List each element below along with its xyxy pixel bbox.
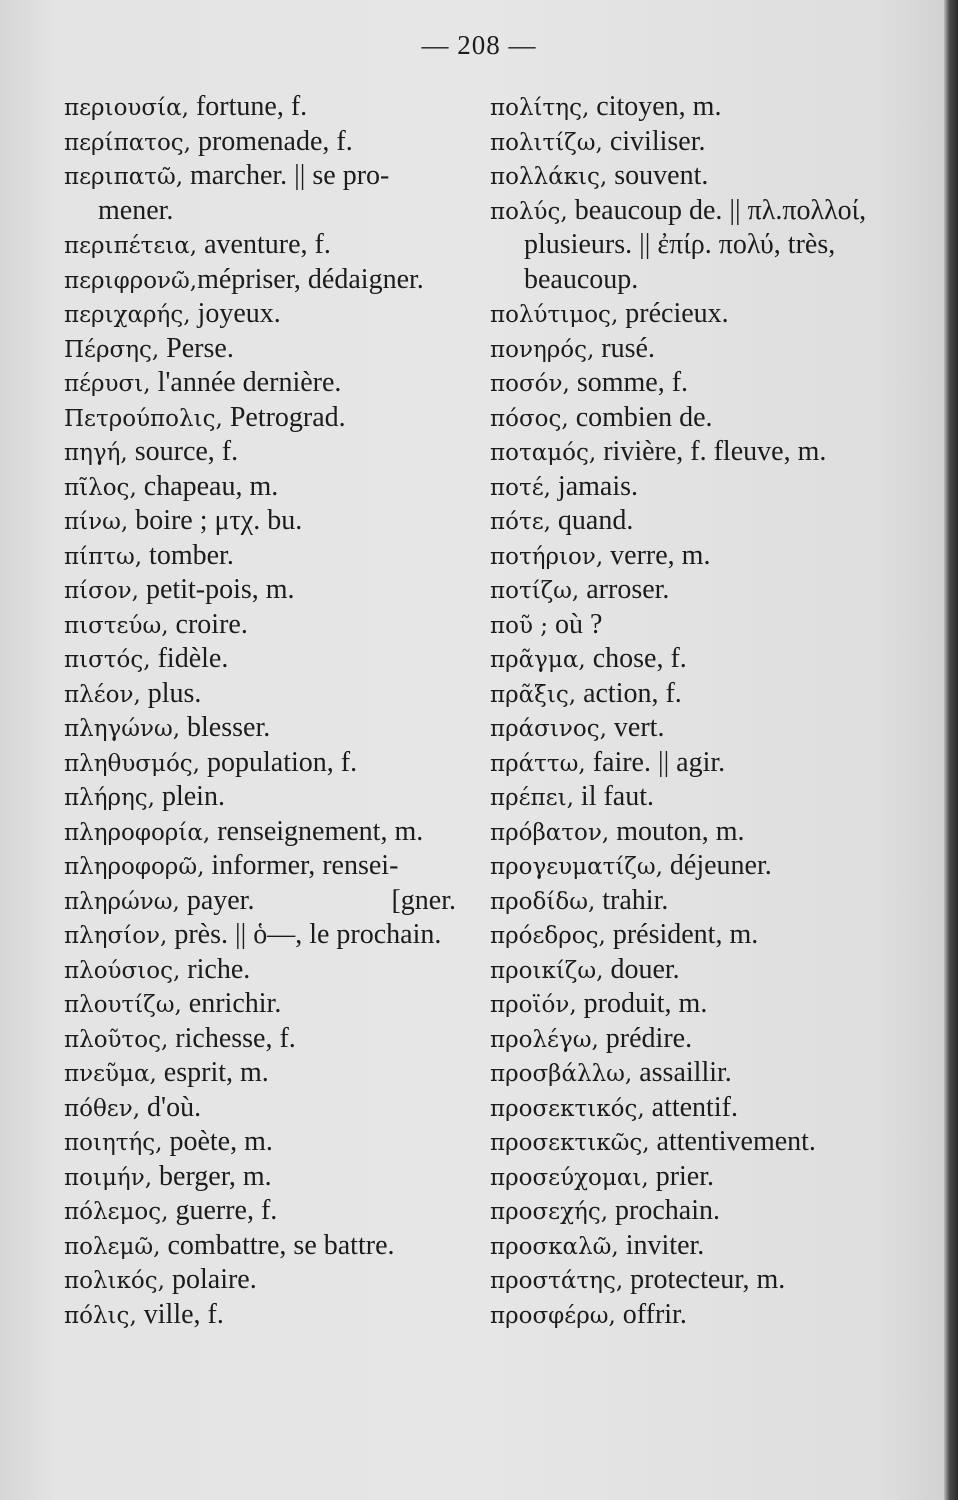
dictionary-entry xyxy=(64,1160,456,1195)
greek-headword: πλοῦτος, xyxy=(64,1026,169,1053)
dictionary-entry xyxy=(64,1194,456,1229)
french-gloss: citoyen, m. xyxy=(589,91,722,122)
dictionary-entry xyxy=(64,849,456,884)
french-gloss: tomber. xyxy=(142,539,234,571)
french-gloss: déjeuner. xyxy=(662,850,772,881)
french-gloss: source, f. xyxy=(127,436,239,467)
french-gloss: rusé. xyxy=(594,332,655,364)
greek-headword: προδίδω, xyxy=(490,888,596,915)
french-gloss: mouton, m. xyxy=(609,815,745,847)
dictionary-entry xyxy=(64,263,456,298)
greek-headword: πρέπει, xyxy=(490,785,574,811)
greek-headword: πονηρός, xyxy=(490,336,595,363)
greek-headword: πολίτης, xyxy=(490,95,590,121)
greek-headword: πρόβατον, xyxy=(490,819,610,846)
page-edge-shadow xyxy=(944,0,958,1500)
french-gloss: guerre, f. xyxy=(168,1195,278,1226)
greek-headword: πολεμῶ, xyxy=(64,1233,161,1260)
dictionary-entry xyxy=(64,573,456,608)
french-gloss: joyeux. xyxy=(190,298,281,329)
french-gloss: offrir. xyxy=(615,1298,687,1330)
french-gloss: promenade, f. xyxy=(190,125,353,157)
french-gloss: ville, f. xyxy=(136,1298,224,1330)
french-gloss: fidèle. xyxy=(150,643,229,674)
greek-headword: πότε, xyxy=(490,509,551,535)
greek-headword: πίσον, xyxy=(64,578,139,604)
dictionary-entry xyxy=(490,1022,900,1057)
greek-headword: πιστεύω, xyxy=(64,612,169,639)
dictionary-entry xyxy=(490,159,900,194)
dictionary-entry xyxy=(490,918,900,953)
greek-headword: πολύτιμος, xyxy=(490,302,619,328)
dictionary-entry xyxy=(64,125,456,160)
greek-headword: πληροφορία, xyxy=(64,819,211,846)
dictionary-entry xyxy=(490,297,900,332)
dictionary-entry xyxy=(490,263,900,298)
french-gloss: esprit, m. xyxy=(156,1057,269,1088)
dictionary-entry xyxy=(64,90,456,125)
dictionary-entry xyxy=(490,366,900,401)
greek-headword: πολιτίζω, xyxy=(490,129,603,156)
hyphenation-continuation: [gner. xyxy=(391,884,456,916)
french-gloss: près. || ὁ—, le prochain. xyxy=(167,919,442,950)
greek-headword: πίνω, xyxy=(64,509,129,535)
french-gloss: payer. xyxy=(179,884,255,916)
dictionary-entry xyxy=(64,159,456,194)
dictionary-entry xyxy=(490,401,900,436)
dictionary-entry xyxy=(64,642,456,677)
dictionary-entry xyxy=(64,470,456,505)
greek-headword: περιουσία, xyxy=(64,95,189,121)
french-gloss: verre, m. xyxy=(603,539,711,571)
french-gloss: vert. xyxy=(606,712,665,743)
french-gloss: faire. || agir. xyxy=(585,746,726,778)
dictionary-entry xyxy=(490,228,900,263)
french-gloss: plein. xyxy=(154,781,225,812)
dictionary-entry xyxy=(490,1263,900,1298)
dictionary-entry xyxy=(64,815,456,850)
dictionary-entry xyxy=(490,1229,900,1264)
french-gloss: attentivement. xyxy=(649,1126,816,1157)
french-gloss: souvent. xyxy=(607,160,709,191)
page-number: — 208 — xyxy=(421,30,537,60)
dictionary-entry xyxy=(490,1056,900,1091)
greek-headword: ποτίζω, xyxy=(490,578,580,604)
dictionary-entry xyxy=(490,1160,900,1195)
french-gloss: douer. xyxy=(603,953,680,985)
french-gloss: blesser. xyxy=(180,712,271,743)
french-gloss: plusieurs. || ἐπίρ. πολύ, très, xyxy=(524,229,836,260)
dictionary-entry xyxy=(490,1091,900,1126)
dictionary-entry xyxy=(64,780,456,815)
greek-headword: πληθυσμός, xyxy=(64,750,200,777)
french-gloss: polaire. xyxy=(164,1264,257,1295)
french-gloss: informer, rensei- xyxy=(204,850,399,881)
greek-headword: προσεύχομαι, xyxy=(490,1164,649,1191)
dictionary-entry xyxy=(64,1298,456,1333)
french-gloss: poète, m. xyxy=(162,1126,273,1157)
french-gloss: l'année dernière. xyxy=(150,367,342,398)
dictionary-entry xyxy=(64,332,456,367)
french-gloss: chose, f. xyxy=(585,643,687,674)
french-gloss: fortune, f. xyxy=(188,91,308,122)
greek-headword: προσεχής, xyxy=(490,1199,609,1225)
greek-headword: πρόεδρος, xyxy=(490,923,606,949)
french-gloss: riche. xyxy=(180,953,251,985)
french-gloss: petit-pois, m. xyxy=(138,574,295,605)
greek-headword: περιφρονῶ, xyxy=(64,267,198,294)
dictionary-entry xyxy=(490,642,900,677)
dictionary-entry xyxy=(64,539,456,574)
dictionary-entry xyxy=(490,332,900,367)
french-gloss: rivière, f. fleuve, m. xyxy=(596,436,827,467)
french-gloss: berger, m. xyxy=(152,1160,272,1192)
french-gloss: beaucoup de. || πλ.πολλοί, xyxy=(567,194,867,226)
greek-headword: προσεκτικός, xyxy=(490,1095,645,1122)
french-gloss: chapeau, m. xyxy=(136,470,279,502)
french-gloss: plus. xyxy=(140,677,202,709)
dictionary-entry xyxy=(490,194,900,229)
french-gloss: inviter. xyxy=(618,1229,705,1261)
greek-headword: πόσος, xyxy=(490,405,569,432)
dictionary-entry xyxy=(64,608,456,643)
dictionary-entry xyxy=(64,1125,456,1160)
french-gloss: trahir. xyxy=(595,884,669,916)
greek-headword: πλήρης, xyxy=(64,785,155,811)
greek-headword: πληγώνω, xyxy=(64,716,181,742)
french-gloss: population, f. xyxy=(200,746,358,778)
greek-headword: προικίζω, xyxy=(490,957,604,984)
french-gloss: renseignement, m. xyxy=(210,815,424,847)
greek-headword: πνεῦμα, xyxy=(64,1061,157,1087)
left-column xyxy=(64,90,456,1332)
dictionary-entry xyxy=(490,884,900,919)
greek-headword: πλέον, xyxy=(64,681,141,708)
french-gloss: mépriser, dédaigner. xyxy=(197,263,424,295)
greek-headword: πολλάκις, xyxy=(490,164,608,190)
greek-headword: προστάτης, xyxy=(490,1268,624,1294)
dictionary-entry xyxy=(64,366,456,401)
dictionary-entry xyxy=(64,1263,456,1298)
french-gloss: prochain. xyxy=(608,1195,720,1226)
dictionary-entry xyxy=(64,677,456,712)
greek-headword: ποταμός, xyxy=(490,440,597,466)
greek-headword: προγευματίζω, xyxy=(490,854,663,880)
greek-headword: προσβάλλω, xyxy=(490,1061,633,1087)
dictionary-entry xyxy=(490,1125,900,1160)
french-gloss: boire ; μτχ. bu. xyxy=(128,505,303,536)
dictionary-entry xyxy=(490,953,900,988)
dictionary-entry xyxy=(64,194,456,229)
dictionary-entry xyxy=(64,1091,456,1126)
dictionary-entry xyxy=(490,539,900,574)
greek-headword: πιστός, xyxy=(64,647,151,673)
greek-headword: προσκαλῶ, xyxy=(490,1233,619,1260)
dictionary-entry xyxy=(64,711,456,746)
greek-headword: προλέγω, xyxy=(490,1026,599,1053)
greek-headword: περιπέτεια, xyxy=(64,233,198,259)
greek-headword: πόλεμος, xyxy=(64,1199,169,1225)
dictionary-entry xyxy=(490,1194,900,1229)
dictionary-entry xyxy=(490,608,900,643)
french-gloss: assaillir. xyxy=(632,1057,732,1088)
greek-headword: προσεκτικῶς, xyxy=(490,1130,650,1156)
french-gloss: action, f. xyxy=(576,677,682,709)
dictionary-entry xyxy=(64,746,456,781)
french-gloss: précieux. xyxy=(618,298,729,329)
greek-headword: ποτέ, xyxy=(490,474,551,501)
french-gloss: arroser. xyxy=(579,574,670,605)
french-gloss: où ? xyxy=(548,608,603,640)
greek-headword: Πέρσης, xyxy=(64,336,160,363)
dictionary-entry xyxy=(490,815,900,850)
greek-headword: περιπατῶ, xyxy=(64,164,184,190)
greek-headword: πῖλος, xyxy=(64,474,137,501)
greek-headword: περίπατος, xyxy=(64,129,191,156)
dictionary-entry xyxy=(64,401,456,436)
dictionary-entry xyxy=(490,849,900,884)
dictionary-entry xyxy=(490,435,900,470)
greek-headword: πλούσιος, xyxy=(64,957,181,984)
dictionary-entry xyxy=(64,884,456,919)
greek-headword: πρᾶγμα, xyxy=(490,647,586,673)
french-gloss: aventure, f. xyxy=(197,229,331,260)
dictionary-entry xyxy=(64,1229,456,1264)
french-gloss: beaucoup. xyxy=(524,263,639,295)
right-column xyxy=(490,90,900,1332)
french-gloss: d'où. xyxy=(140,1091,202,1123)
greek-headword: πληρώνω, xyxy=(64,888,180,915)
greek-headword: ποῦ ; xyxy=(490,612,549,639)
greek-headword: πράττω, xyxy=(490,750,586,777)
french-gloss: civiliser. xyxy=(602,125,706,157)
greek-headword: πλησίον, xyxy=(64,923,168,949)
greek-headword: ποιμήν, xyxy=(64,1164,153,1191)
french-gloss: président, m. xyxy=(605,919,759,950)
dictionary-entry xyxy=(490,780,900,815)
greek-headword: πηγή, xyxy=(64,440,128,466)
greek-headword: ποτήριον, xyxy=(490,543,604,570)
french-gloss: richesse, f. xyxy=(168,1022,296,1054)
french-gloss: croire. xyxy=(168,608,248,640)
french-gloss: attentif. xyxy=(644,1091,738,1123)
greek-headword: πλουτίζω, xyxy=(64,992,182,1018)
french-gloss: il faut. xyxy=(573,781,655,812)
dictionary-entry xyxy=(64,228,456,263)
french-gloss: jamais. xyxy=(550,470,639,502)
dictionary-entry xyxy=(490,746,900,781)
greek-headword: πρᾶξις, xyxy=(490,681,577,708)
dictionary-entry xyxy=(490,987,900,1022)
greek-headword: περιχαρής, xyxy=(64,302,191,328)
dictionary-entry xyxy=(64,504,456,539)
dictionary-entry xyxy=(64,297,456,332)
greek-headword: πόλις, xyxy=(64,1302,137,1329)
greek-headword: πληροφορῶ, xyxy=(64,854,205,880)
dictionary-entry xyxy=(490,504,900,539)
french-gloss: somme, f. xyxy=(569,367,689,398)
french-gloss: prédire. xyxy=(598,1022,693,1054)
french-gloss: combien de. xyxy=(568,401,713,433)
greek-headword: πέρυσι, xyxy=(64,371,151,397)
greek-headword: πολικός, xyxy=(64,1268,165,1294)
greek-headword: ποιητής, xyxy=(64,1130,163,1156)
dictionary-entry xyxy=(64,1056,456,1091)
french-gloss: produit, m. xyxy=(576,988,708,1019)
greek-headword: πίπτω, xyxy=(64,543,143,570)
french-gloss: enrichir. xyxy=(181,988,282,1019)
dictionary-entry xyxy=(490,125,900,160)
dictionary-entry xyxy=(64,987,456,1022)
french-gloss: quand. xyxy=(550,505,634,536)
greek-headword: προσφέρω, xyxy=(490,1302,616,1329)
french-gloss: marcher. || se pro- xyxy=(183,160,390,191)
dictionary-entry xyxy=(490,711,900,746)
dictionary-entry xyxy=(64,435,456,470)
greek-headword: πράσινος, xyxy=(490,716,607,742)
french-gloss: protecteur, m. xyxy=(623,1264,786,1295)
greek-headword: προϊόν, xyxy=(490,992,577,1018)
dictionary-entry xyxy=(490,1298,900,1333)
dictionary-entry xyxy=(490,470,900,505)
french-gloss: Perse. xyxy=(159,332,234,364)
dictionary-entry xyxy=(64,918,456,953)
dictionary-entry xyxy=(64,953,456,988)
dictionary-entry xyxy=(64,1022,456,1057)
greek-headword: ποσόν, xyxy=(490,371,570,397)
french-gloss: Petrograd. xyxy=(222,401,346,433)
french-gloss: combattre, se battre. xyxy=(160,1229,395,1261)
dictionary-entry xyxy=(490,573,900,608)
dictionary-entry xyxy=(490,677,900,712)
french-gloss: prier. xyxy=(648,1160,714,1192)
french-gloss: mener. xyxy=(98,194,174,226)
greek-headword: πόθεν, xyxy=(64,1095,141,1122)
greek-headword: πολύς, xyxy=(490,198,568,225)
dictionary-entry xyxy=(490,90,900,125)
greek-headword: Πετρούπολις, xyxy=(64,405,223,432)
